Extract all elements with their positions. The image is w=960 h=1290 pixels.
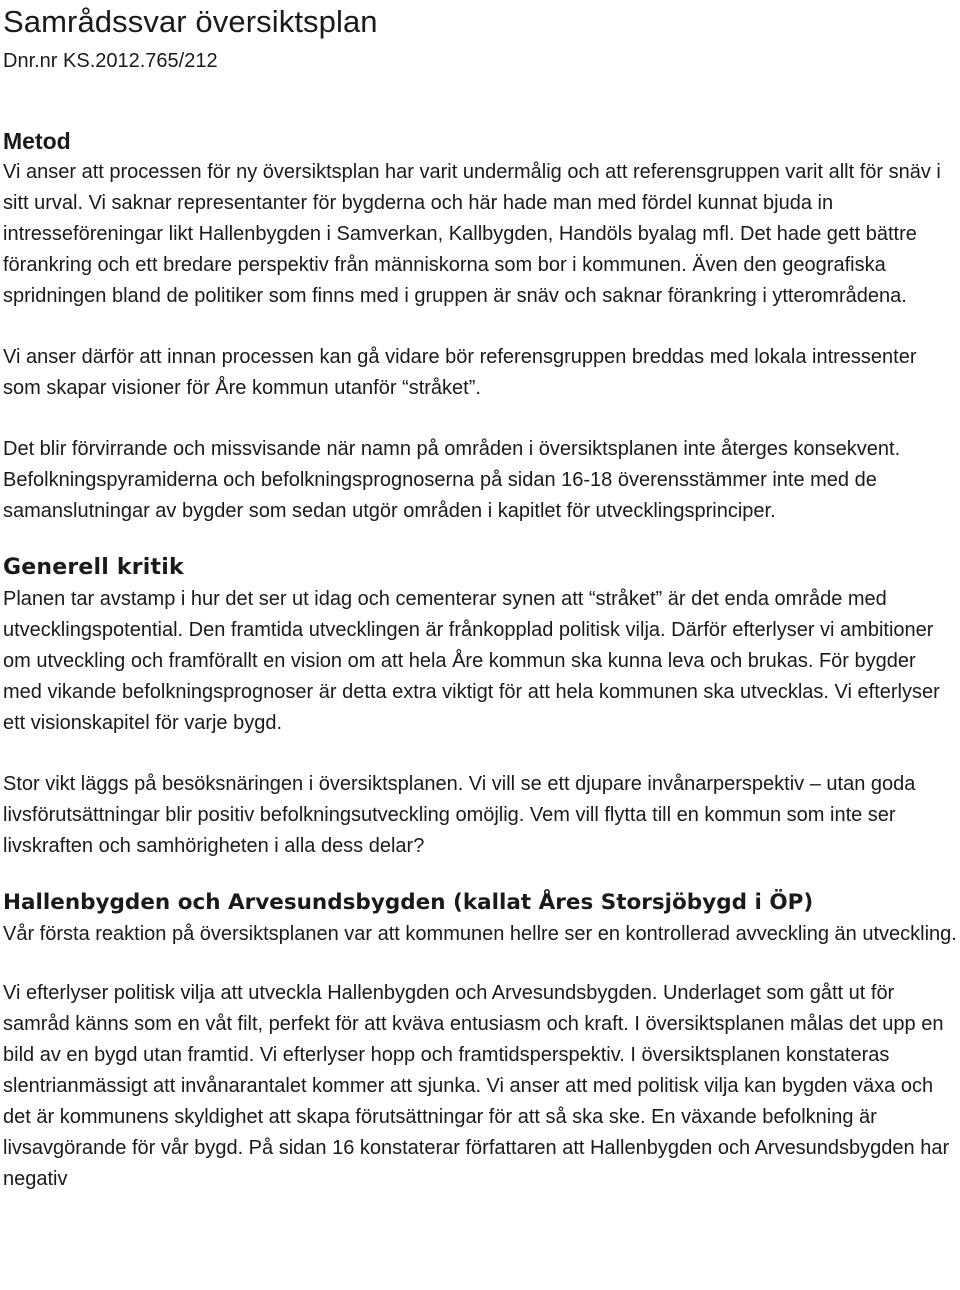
reference-number: Dnr.nr KS.2012.765/212 [3, 50, 218, 72]
paragraph: Planen tar avstamp i hur det ser ut idag och cementerar synen att “stråket” är det enda område med utvecklingspotential. Den framtida utvecklingen är frånkopplad politisk vilja. Därför efterlyser vi ambitioner om utveckling och framförallt en vision om att hela Åre kommun ska kunna leva och brukas. För bygder med vikande befolkningsprognoser är detta extra viktigt för att hela kommunen ska utvecklas. Vi efterlyser ett visionskapitel för varje bygd. [3, 588, 940, 734]
document-title: Samrådssvar översiktsplan [3, 4, 378, 39]
section-heading-generell-kritik [3, 554, 958, 582]
paragraph: Vi efterlyser politisk vilja att utveckla Hallenbygden och Arvesundsbygden. Underlaget som gått ut för samråd känns som en våt filt, perfekt för att kväva entusiasm och kraft. I översiktsplanen målas det upp en bild av en bygd utan framtid. Vi efterlyser hopp och framtidsperspektiv. I översiktsplanen konstateras slentrianmässigt att invånarantalet kommer att sjunka. Vi anser att med politisk vilja kan bygden växa och det är kommunens skyldighet att skapa förutsättningar för att så ska ske. En växande befolkning är livsavgörande för vår bygd. På sidan 16 konstaterar författaren att Hallenbygden och Arvesundsbygden har negativ [3, 982, 950, 1190]
paragraph: Det blir förvirrande och missvisande när namn på områden i översiktsplanen inte återges konsekvent. Befolkningspyramiderna och befolkningsprognoserna på sidan 16-18 överensstämmer inte med de samanslutningar av bygder som sedan utgör områden i kapitlet för utvecklingsprinciper. [3, 438, 901, 522]
paragraph: Vår första reaktion på översiktsplanen var att kommunen hellre ser en kontrollerad avveckling än utveckling. [3, 923, 957, 945]
paragraph: Vi anser att processen för ny översiktsplan har varit undermålig och att referensgruppen varit allt för snäv i sitt urval. Vi saknar representanter för bygderna och här hade man med fördel kunnat bjuda in intresseföreningar likt Hallenbygden i Samverkan, Kallbygden, Handöls byalag mfl. Det hade gett bättre förankring och ett bredare perspektiv från människorna som bor i kommunen. Även den geografiska spridningen bland de politiker som finns med i gruppen är snäv och saknar förankring i ytterområdena. [3, 161, 941, 307]
paragraph: Vi anser därför att innan processen kan gå vidare bör referensgruppen breddas med lokala intressenter som skapar visioner för Åre kommun utanför “stråket”. [3, 346, 917, 399]
section-heading-text: Generell kritik [3, 555, 184, 580]
paragraph: Stor vikt läggs på besöksnäringen i översiktsplanen. Vi vill se ett djupare invånarperspektiv – utan goda livsförutsättningar blir positiv befolkningsutveckling omöjlig. Vem vill flytta till en kommun som inte ser livskraften och samhörigheten i alla dess delar? [3, 773, 916, 857]
document-page [3, 0, 958, 1195]
section-heading-metod: Metod [3, 128, 71, 154]
section-heading-hallenbygden: Hallenbygden och Arvesundsbygden (kallat Åres Storsjöbygd i ÖP) [3, 890, 814, 915]
